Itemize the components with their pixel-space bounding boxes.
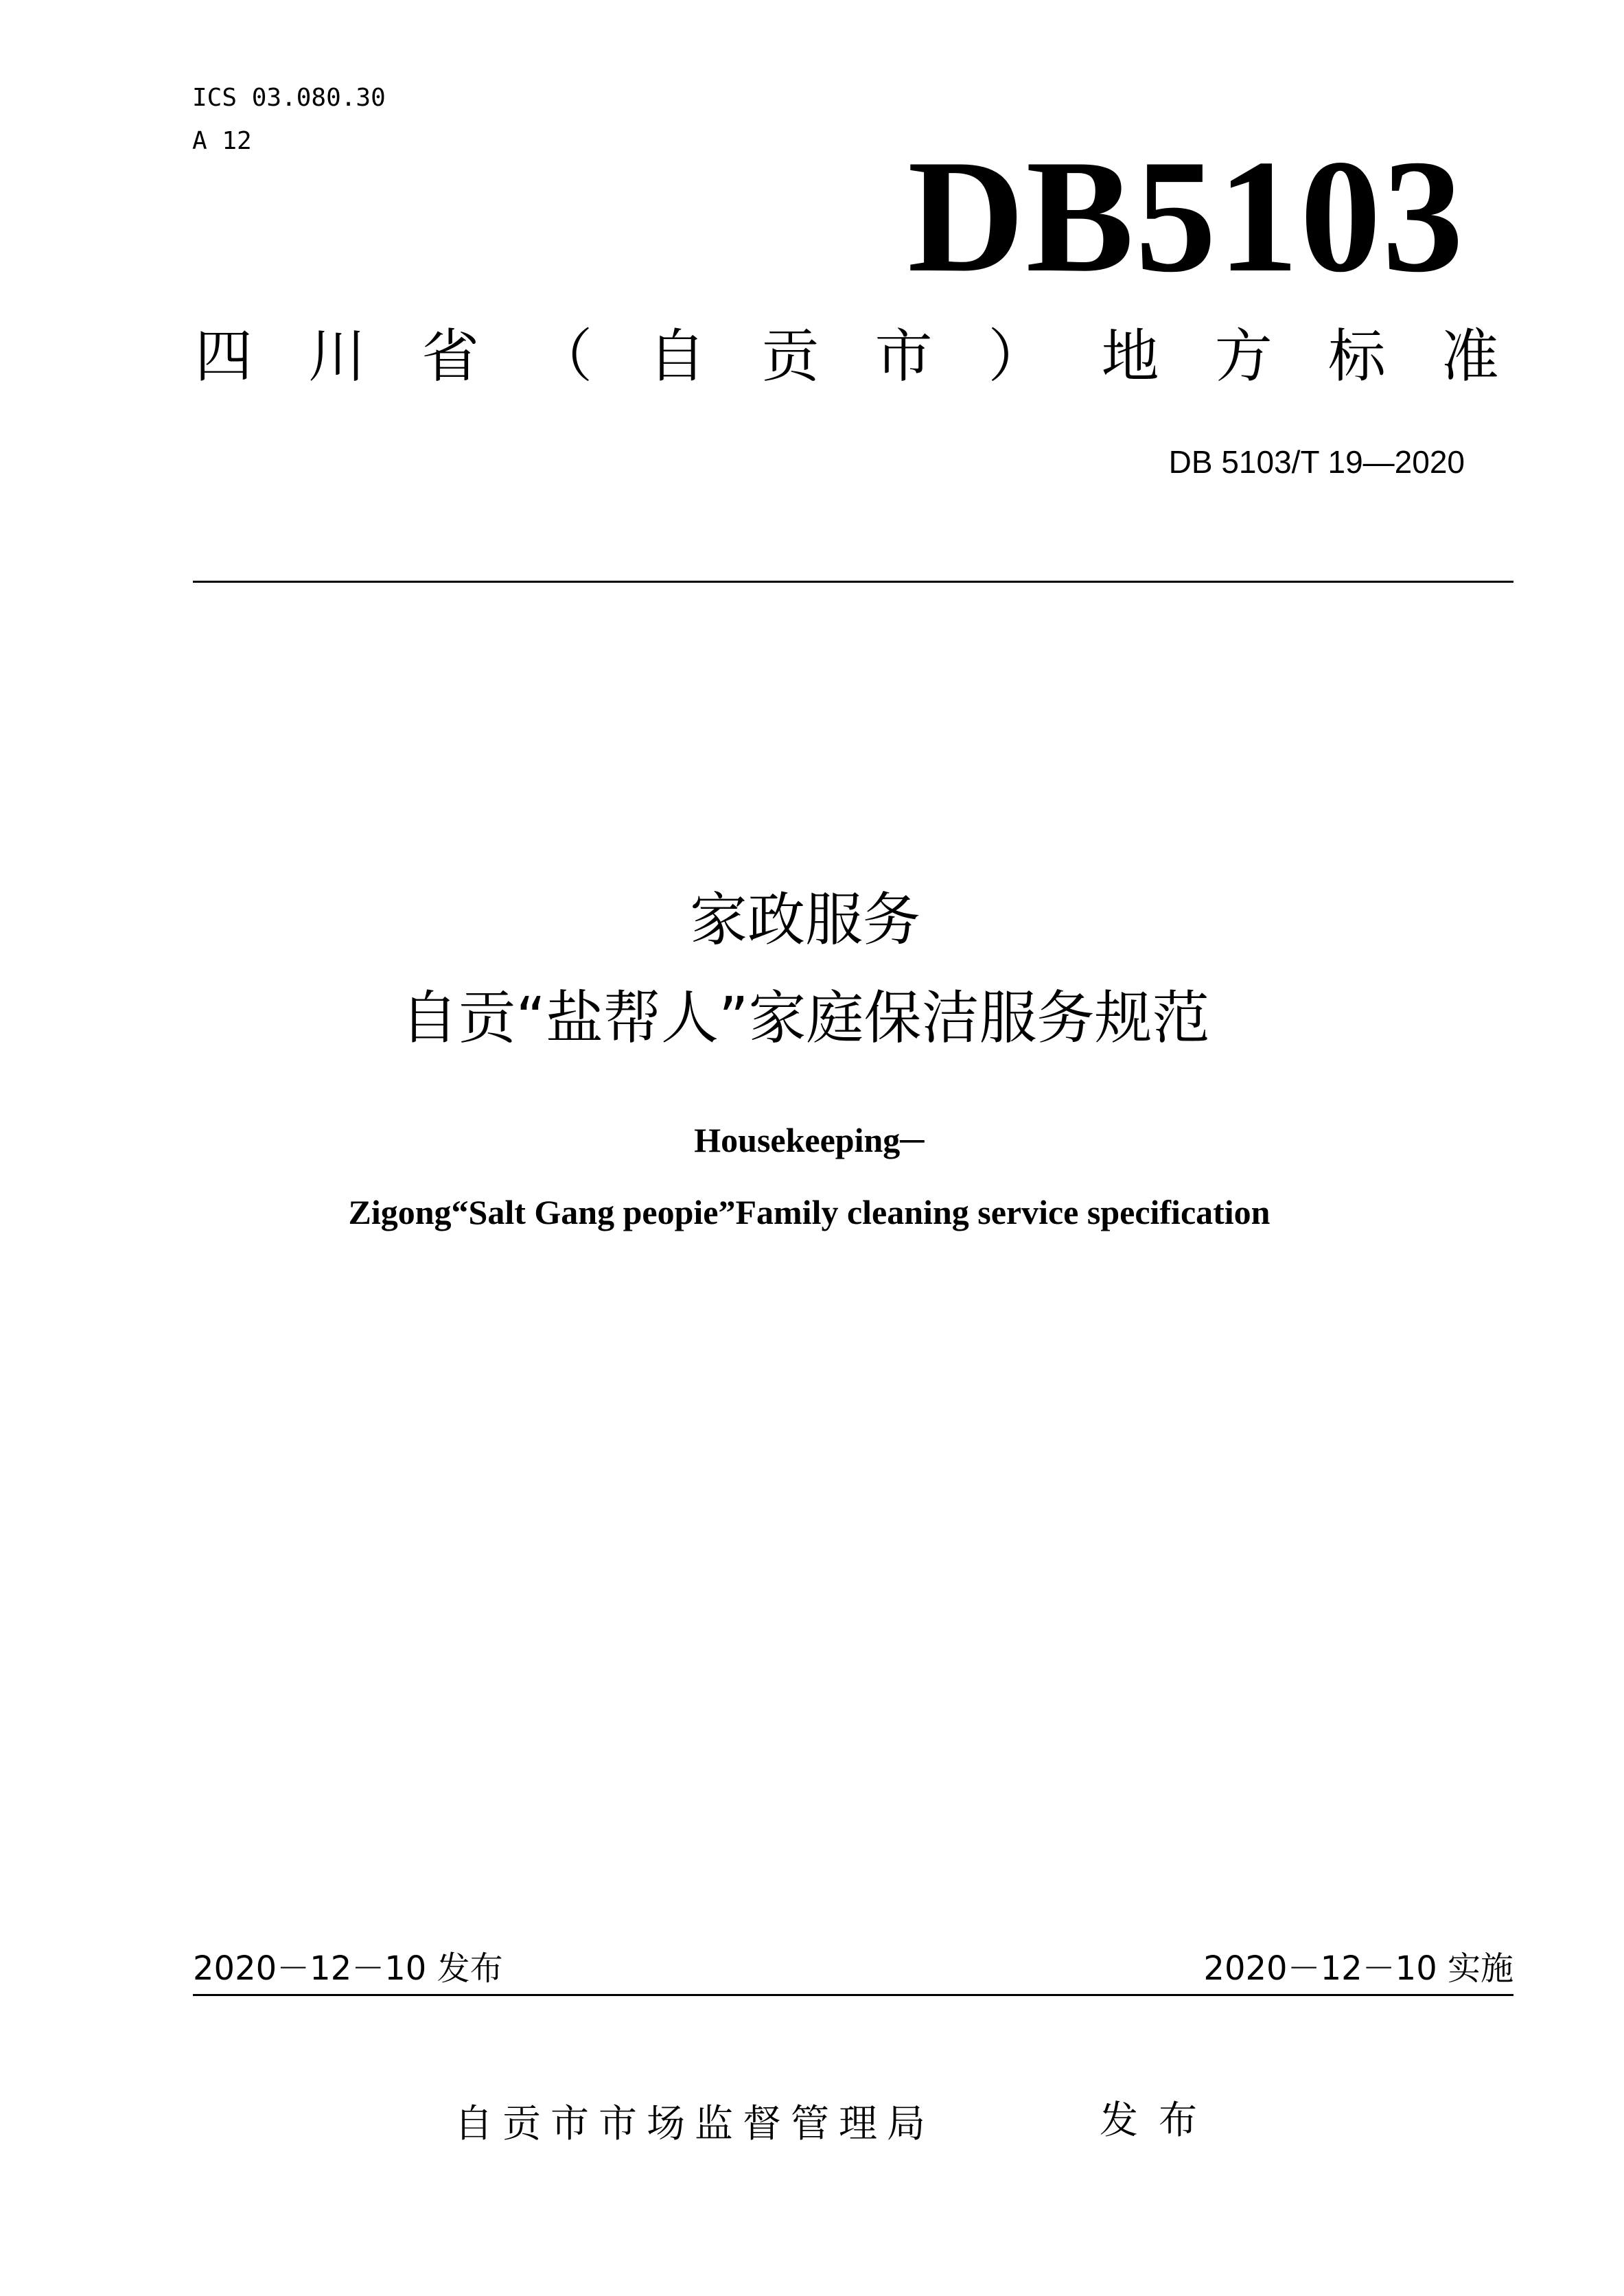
standard-type-char: 贡 [761, 323, 820, 390]
standard-type-char: 省 [421, 323, 480, 390]
title-cn-line-1: 家政服务 [689, 886, 920, 953]
publish-label: 发布 [1100, 2098, 1218, 2143]
standard-type-heading [195, 318, 1499, 394]
standard-type-char: 地 [1101, 323, 1159, 390]
standard-number: DB 5103/T 19—2020 [1168, 444, 1465, 480]
issue-date: 2020－12－10 发布 [193, 1949, 503, 1988]
standard-type-char: 方 [1214, 323, 1273, 390]
db-mark: DB5103 [907, 127, 1465, 306]
title-en-line-1: Housekeeping─ [694, 1121, 925, 1159]
footer-divider [193, 1994, 1513, 1996]
ics-code: ICS 03.080.30 [192, 84, 386, 112]
standard-type-char: 标 [1327, 323, 1386, 390]
ccs-code: A 12 [192, 127, 252, 155]
implementation-date: 2020－12－10 实施 [1203, 1949, 1513, 1988]
standard-type-char: （ [535, 323, 593, 390]
standard-type-char: 准 [1441, 323, 1499, 390]
header-divider [193, 581, 1513, 583]
standard-type-char: 四 [195, 323, 253, 390]
standard-type-char: ） [988, 323, 1046, 390]
publisher-name: 自贡市市场监督管理局 [454, 2102, 935, 2146]
standard-type-char: 自 [648, 323, 706, 390]
standard-type-char: 川 [308, 323, 367, 390]
standard-type-char: 市 [874, 323, 933, 390]
title-en-line-2: Zigong“Salt Gang peopie”Family cleaning service specification [348, 1193, 1271, 1231]
title-cn-line-2: 自贡“盐帮人”家庭保洁服务规范 [400, 984, 1210, 1052]
